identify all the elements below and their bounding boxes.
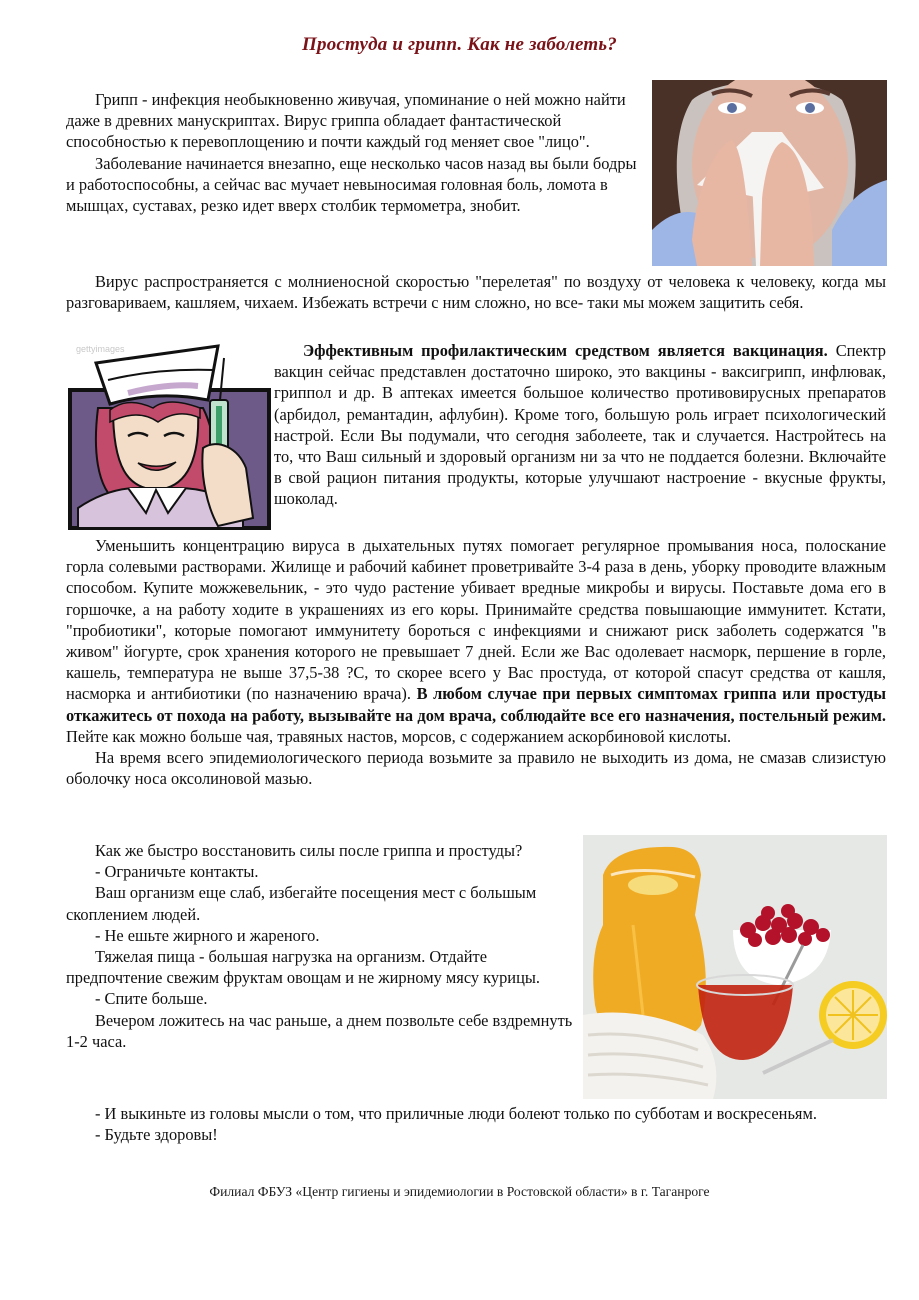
tea-honey-photo <box>583 835 887 1099</box>
virus-spread-paragraph: Вирус распространяется с молниеносной скоростью "перелетая" по воздуху от человека к человеку, когда мы разговариваем, кашляем, чихаем. Избежать встречи с ним сложно, но все- таки мы можем защитить себя. <box>66 272 886 313</box>
tip-text-2: Тяжелая пища - большая нагрузка на организм. Отдайте предпочтение свежим фруктам овощам и не жирному мясу курицы. <box>66 947 540 988</box>
watermark-text: gettyimages <box>76 344 125 354</box>
footer-organization: Филиал ФБУЗ «Центр гигиены и эпидемиологии в Ростовской области» в г. Таганроге <box>209 1184 710 1199</box>
vaccination-paragraph <box>274 340 886 510</box>
page-title: Простуда и грипп. Как не заболеть? <box>302 34 617 55</box>
closing-paragraph: - И выкиньте из головы мысли о том, что приличные люди болеют только по субботам и воскресеньям. <box>95 1104 817 1123</box>
oxolinic-paragraph: На время всего эпидемиологического периода возьмите за правило не выходить из дома, не смазав слизистую оболочку носа оксолиновой мазью. <box>66 748 886 789</box>
tip-text-1: Ваш организм еще слаб, избегайте посещения мест с большым скоплением людей. <box>66 883 537 924</box>
prevention-paragraph <box>66 535 886 747</box>
closing-wish: - Будьте здоровы! <box>95 1125 218 1145</box>
prevention-paragraph-bold: В любом случае при первых симптомах гриппа или простуды откажитесь от похода на работу, вызывайте на дом врача, соблюдайте все его назначения, постельный режим. <box>66 684 887 725</box>
intro-text-block <box>66 89 648 216</box>
tip-heading-1: - Ограничьте контакты. <box>95 862 259 882</box>
tea-honey-cranberry-illustration <box>583 835 887 1099</box>
closing-text-block <box>66 1103 886 1145</box>
vaccination-body: Спектр вакцин сейчас представлен достаточно широко, это вакцины - ваксигрипп, инфлювак, гриппол и др. В аптеках имеется большое количество противовирусных препаратов (арбидол, ремантадин, афлубин). Кроме того, большую роль играет психологический настрой. Если Вы подумали, что сегодня заболеете, так и случается. Настройтесь на то, что Ваш сильный и здоровый организм ни за что не поддается болезни. Включайте в свой рацион питания продукты, которые улучшают настроение - вкусные фрукты, шоколад. <box>274 341 886 509</box>
recovery-text-block <box>66 840 578 1052</box>
intro-paragraph-2: Заболевание начинается внезапно, еще несколько часов назад вы были бодры и работоспособны, а сейчас вас мучает невыносимая головная боль, ломота в мышцах, суставах, резко идет вверх столбик термометра, знобит. <box>66 153 637 216</box>
virus-spread-text-block <box>66 271 886 313</box>
prevention-text-block <box>66 535 886 789</box>
sneezing-woman-illustration <box>652 80 887 266</box>
prevention-paragraph-end: Пейте как можно больше чая, травяных настов, морсов, с содержанием аскорбиновой кислоты. <box>66 726 732 746</box>
intro-paragraph-1: Грипп - инфекция необыкновенно живучая, упоминание о ней можно найти даже в древних манускриптах. Вирус гриппа обладает фантастической способностью к перевоплощению и почти каждый год меняет свое "лицо". <box>66 90 626 152</box>
vaccination-text-block <box>274 340 886 510</box>
nurse-illustration <box>68 338 271 530</box>
tip-text-3: Вечером ложитесь на час раньше, а днем позвольте себе вздремнуть 1-2 часа. <box>66 1010 573 1051</box>
vaccination-bold-lead: Эффективным профилактическим средством является вакцинация. <box>303 341 828 360</box>
tip-heading-3: - Спите больше. <box>95 989 208 1009</box>
sneezing-woman-photo <box>652 80 887 266</box>
nurse-with-syringe-icon <box>68 338 271 530</box>
recovery-question: Как же быстро восстановить силы после гриппа и простуды? <box>95 841 523 860</box>
tip-heading-2: - Не ешьте жирного и жареного. <box>95 925 320 945</box>
prevention-paragraph-start: Уменьшить концентрацию вируса в дыхательных путях помогает регулярное промывания носа, полоскание горла солевыми растворами. Жилище и рабочий кабинет проветривайте 3-4 раза в день, уборку проводите влажным способом. Купите можжевельник, - это чудо растение убивает вредные микробы и вирусы. Поставьте дома его в горшочке, а на работу ходите в украшениях из его коры. Принимайте средства повышающие иммунитет. Кстати, "пробиотики", которые помогают иммунитету бороться с инфекциями и снижают риск заболеть содержатся "в живом" йогурте, срок хранения которого не превышает 7 дней. Если же Вас одолевает насморк, першение в горле, кашель, температура не выше 37,5-38 ?С, то скорее всего у Вас простуда, от которой спасут средства от кашля, насморка и антибиотики (по назначению врача). <box>66 536 886 704</box>
